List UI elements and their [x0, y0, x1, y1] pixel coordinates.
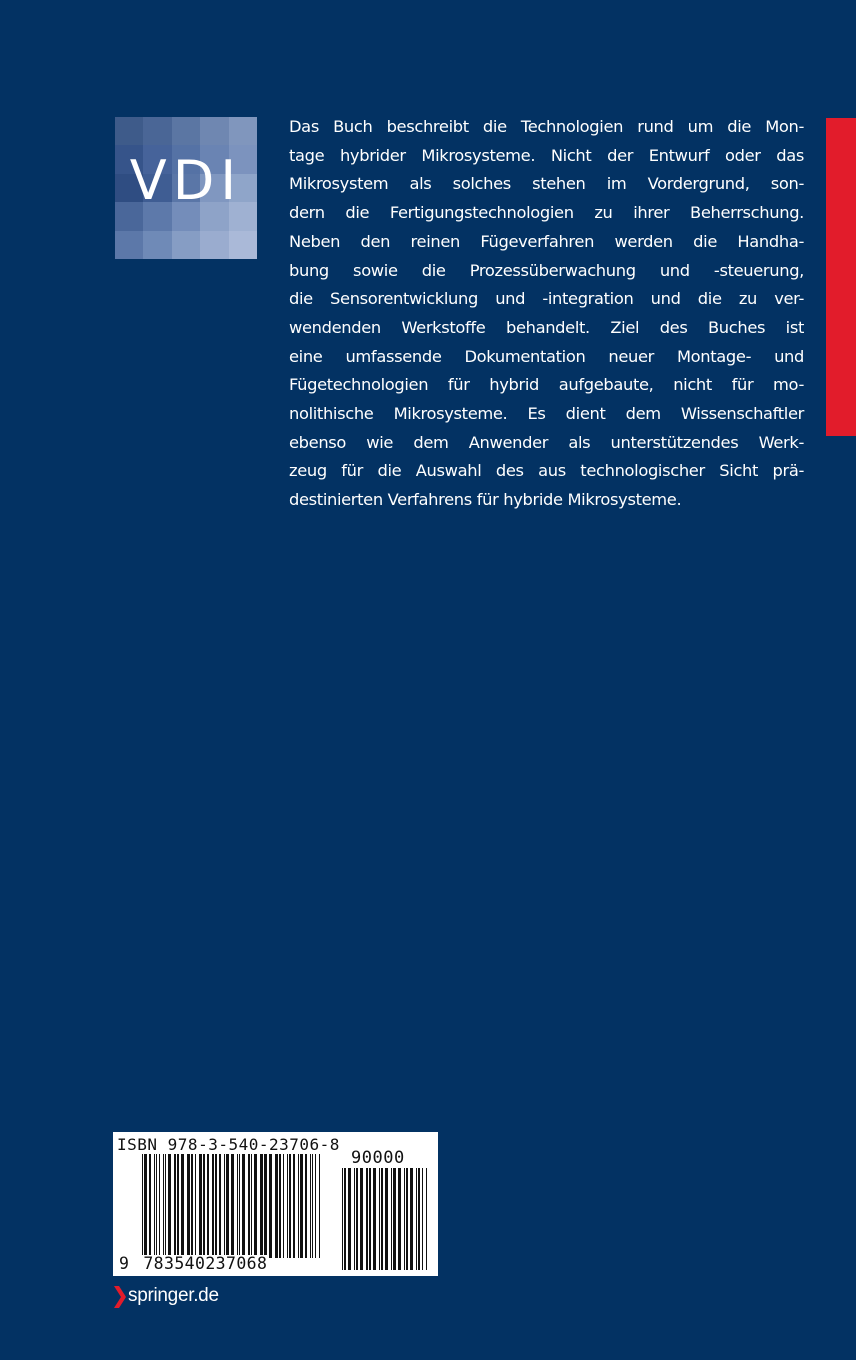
barcode-bar [231, 1154, 234, 1258]
logo-tile [143, 231, 171, 259]
barcode-bar [226, 1154, 229, 1258]
barcode-bar [163, 1154, 164, 1258]
barcode-bar [287, 1154, 288, 1258]
barcode-bar [283, 1154, 284, 1258]
description-line: zeug für die Auswahl des aus technologischer Sicht prä- [289, 461, 804, 481]
barcode-bar [416, 1168, 417, 1270]
barcode-bar [391, 1168, 392, 1270]
logo-tile [172, 117, 200, 145]
barcode-bar [177, 1154, 179, 1258]
isbn-number: ISBN 978-3-540-23706-8 [117, 1135, 340, 1154]
barcode-bar [195, 1154, 196, 1258]
barcode-bar [373, 1168, 376, 1270]
logo-tile [200, 231, 228, 259]
barcode-bar [422, 1168, 423, 1270]
barcode-bar [310, 1154, 311, 1258]
barcode-bar [242, 1154, 245, 1258]
description-line: die Sensorentwicklung und -integration und die zu ver- [289, 289, 804, 309]
barcode-bar [199, 1154, 202, 1258]
ean-first-digit: 9 [119, 1254, 130, 1273]
ean-digits [117, 1255, 269, 1273]
description-line: eine umfassende Dokumentation neuer Montage- und [289, 346, 804, 366]
logo-tile [115, 117, 143, 145]
barcode-bar [360, 1168, 363, 1270]
barcode-bar [300, 1154, 303, 1258]
description-line: wendenden Werkstoffe behandelt. Ziel des Buches ist [289, 317, 804, 337]
publisher-url[interactable]: springer.de [128, 1285, 219, 1306]
barcode-bar [398, 1168, 401, 1270]
barcode-bar [207, 1154, 209, 1258]
barcode-bar [215, 1154, 217, 1258]
barcode-bar [168, 1154, 171, 1258]
barcode-bar [154, 1154, 155, 1258]
barcode-bar [319, 1154, 320, 1258]
barcode-bar [254, 1154, 257, 1258]
barcode-bar [224, 1154, 225, 1258]
barcode-bar [212, 1154, 214, 1258]
description-line: ebenso wie dem Anwender als unterstützendes Werk- [289, 432, 804, 452]
barcode-bar [251, 1154, 252, 1258]
barcode-bar [275, 1154, 278, 1258]
barcode-bar [260, 1154, 263, 1258]
barcode-bar [342, 1168, 343, 1270]
description-line: Neben den reinen Fügeverfahren werden die Handha- [289, 231, 804, 251]
barcode-bar [381, 1168, 383, 1270]
description-line: Mikrosystem als solches stehen im Vordergrund, son- [289, 174, 804, 194]
logo-tile [200, 117, 228, 145]
logo-tile [229, 231, 257, 259]
price-code: 90000 [351, 1148, 405, 1168]
barcode-bar [219, 1154, 221, 1258]
barcode-bar [356, 1168, 358, 1270]
description-line: Das Buch beschreibt die Technologien rund um die Mon- [289, 117, 804, 136]
logo-tile [143, 117, 171, 145]
barcode-bar [305, 1154, 307, 1258]
barcode-bar [393, 1168, 396, 1270]
barcode-bar [144, 1154, 147, 1258]
barcode-bar [237, 1154, 238, 1258]
vdi-logo-text: VDI [129, 149, 243, 212]
barcode-bar [348, 1168, 351, 1270]
barcode-bar [289, 1154, 291, 1258]
barcode-bar [149, 1154, 151, 1258]
ean-barcode-bars [142, 1154, 320, 1258]
description-line: destinierten Verfahrens für hybride Mikrosysteme. [289, 490, 682, 510]
barcode-bar [298, 1154, 299, 1258]
barcode-bar [142, 1154, 143, 1258]
barcode-bar [418, 1168, 420, 1270]
logo-tile [115, 231, 143, 259]
barcode-bar [269, 1154, 272, 1258]
barcode-bar [187, 1154, 190, 1258]
barcode-bar [366, 1168, 368, 1270]
accent-tab [826, 118, 856, 436]
description-line: nolithische Mikrosysteme. Es dient dem Wissenschaftler [289, 404, 804, 424]
logo-tile [229, 117, 257, 145]
barcode-bar [426, 1168, 427, 1270]
barcode-bar [174, 1154, 176, 1258]
barcode-bar [239, 1154, 240, 1258]
logo-tile [172, 231, 200, 259]
description-line: tage hybrider Mikrosysteme. Nicht der Entwurf oder das [289, 145, 804, 165]
vdi-logo [115, 117, 257, 259]
barcode-bar [264, 1154, 267, 1258]
barcode-bar [293, 1154, 295, 1258]
barcode-bar [406, 1168, 408, 1270]
ean-remaining-digits: 783540237068 [143, 1254, 268, 1273]
book-description [289, 113, 804, 515]
barcode-bar [379, 1168, 380, 1270]
barcode-bar [404, 1168, 405, 1270]
description-line: Fügetechnologien für hybrid aufgebaute, nicht für mo- [289, 375, 804, 395]
chevron-right-icon [114, 1286, 126, 1308]
barcode-bar [203, 1154, 205, 1258]
barcode-bar [248, 1154, 250, 1258]
barcode-bar [159, 1154, 160, 1258]
description-line: bung sowie die Prozessüberwachung und -steuerung, [289, 260, 804, 280]
barcode-bar [315, 1154, 316, 1258]
barcode-bar [385, 1168, 388, 1270]
barcode-bar [181, 1154, 184, 1258]
addon-barcode-bars [342, 1168, 428, 1270]
barcode-bar [410, 1168, 413, 1270]
barcode-bar [344, 1168, 346, 1270]
barcode-bar [191, 1154, 193, 1258]
barcode-bar [165, 1154, 166, 1258]
isbn-barcode [113, 1132, 438, 1276]
barcode-bar [312, 1154, 313, 1258]
barcode-bar [279, 1154, 281, 1258]
barcode-bar [156, 1154, 157, 1258]
barcode-bar [354, 1168, 355, 1270]
barcode-bar [369, 1168, 371, 1270]
description-line: dern die Fertigungstechnologien zu ihrer Beherrschung. [289, 203, 804, 223]
